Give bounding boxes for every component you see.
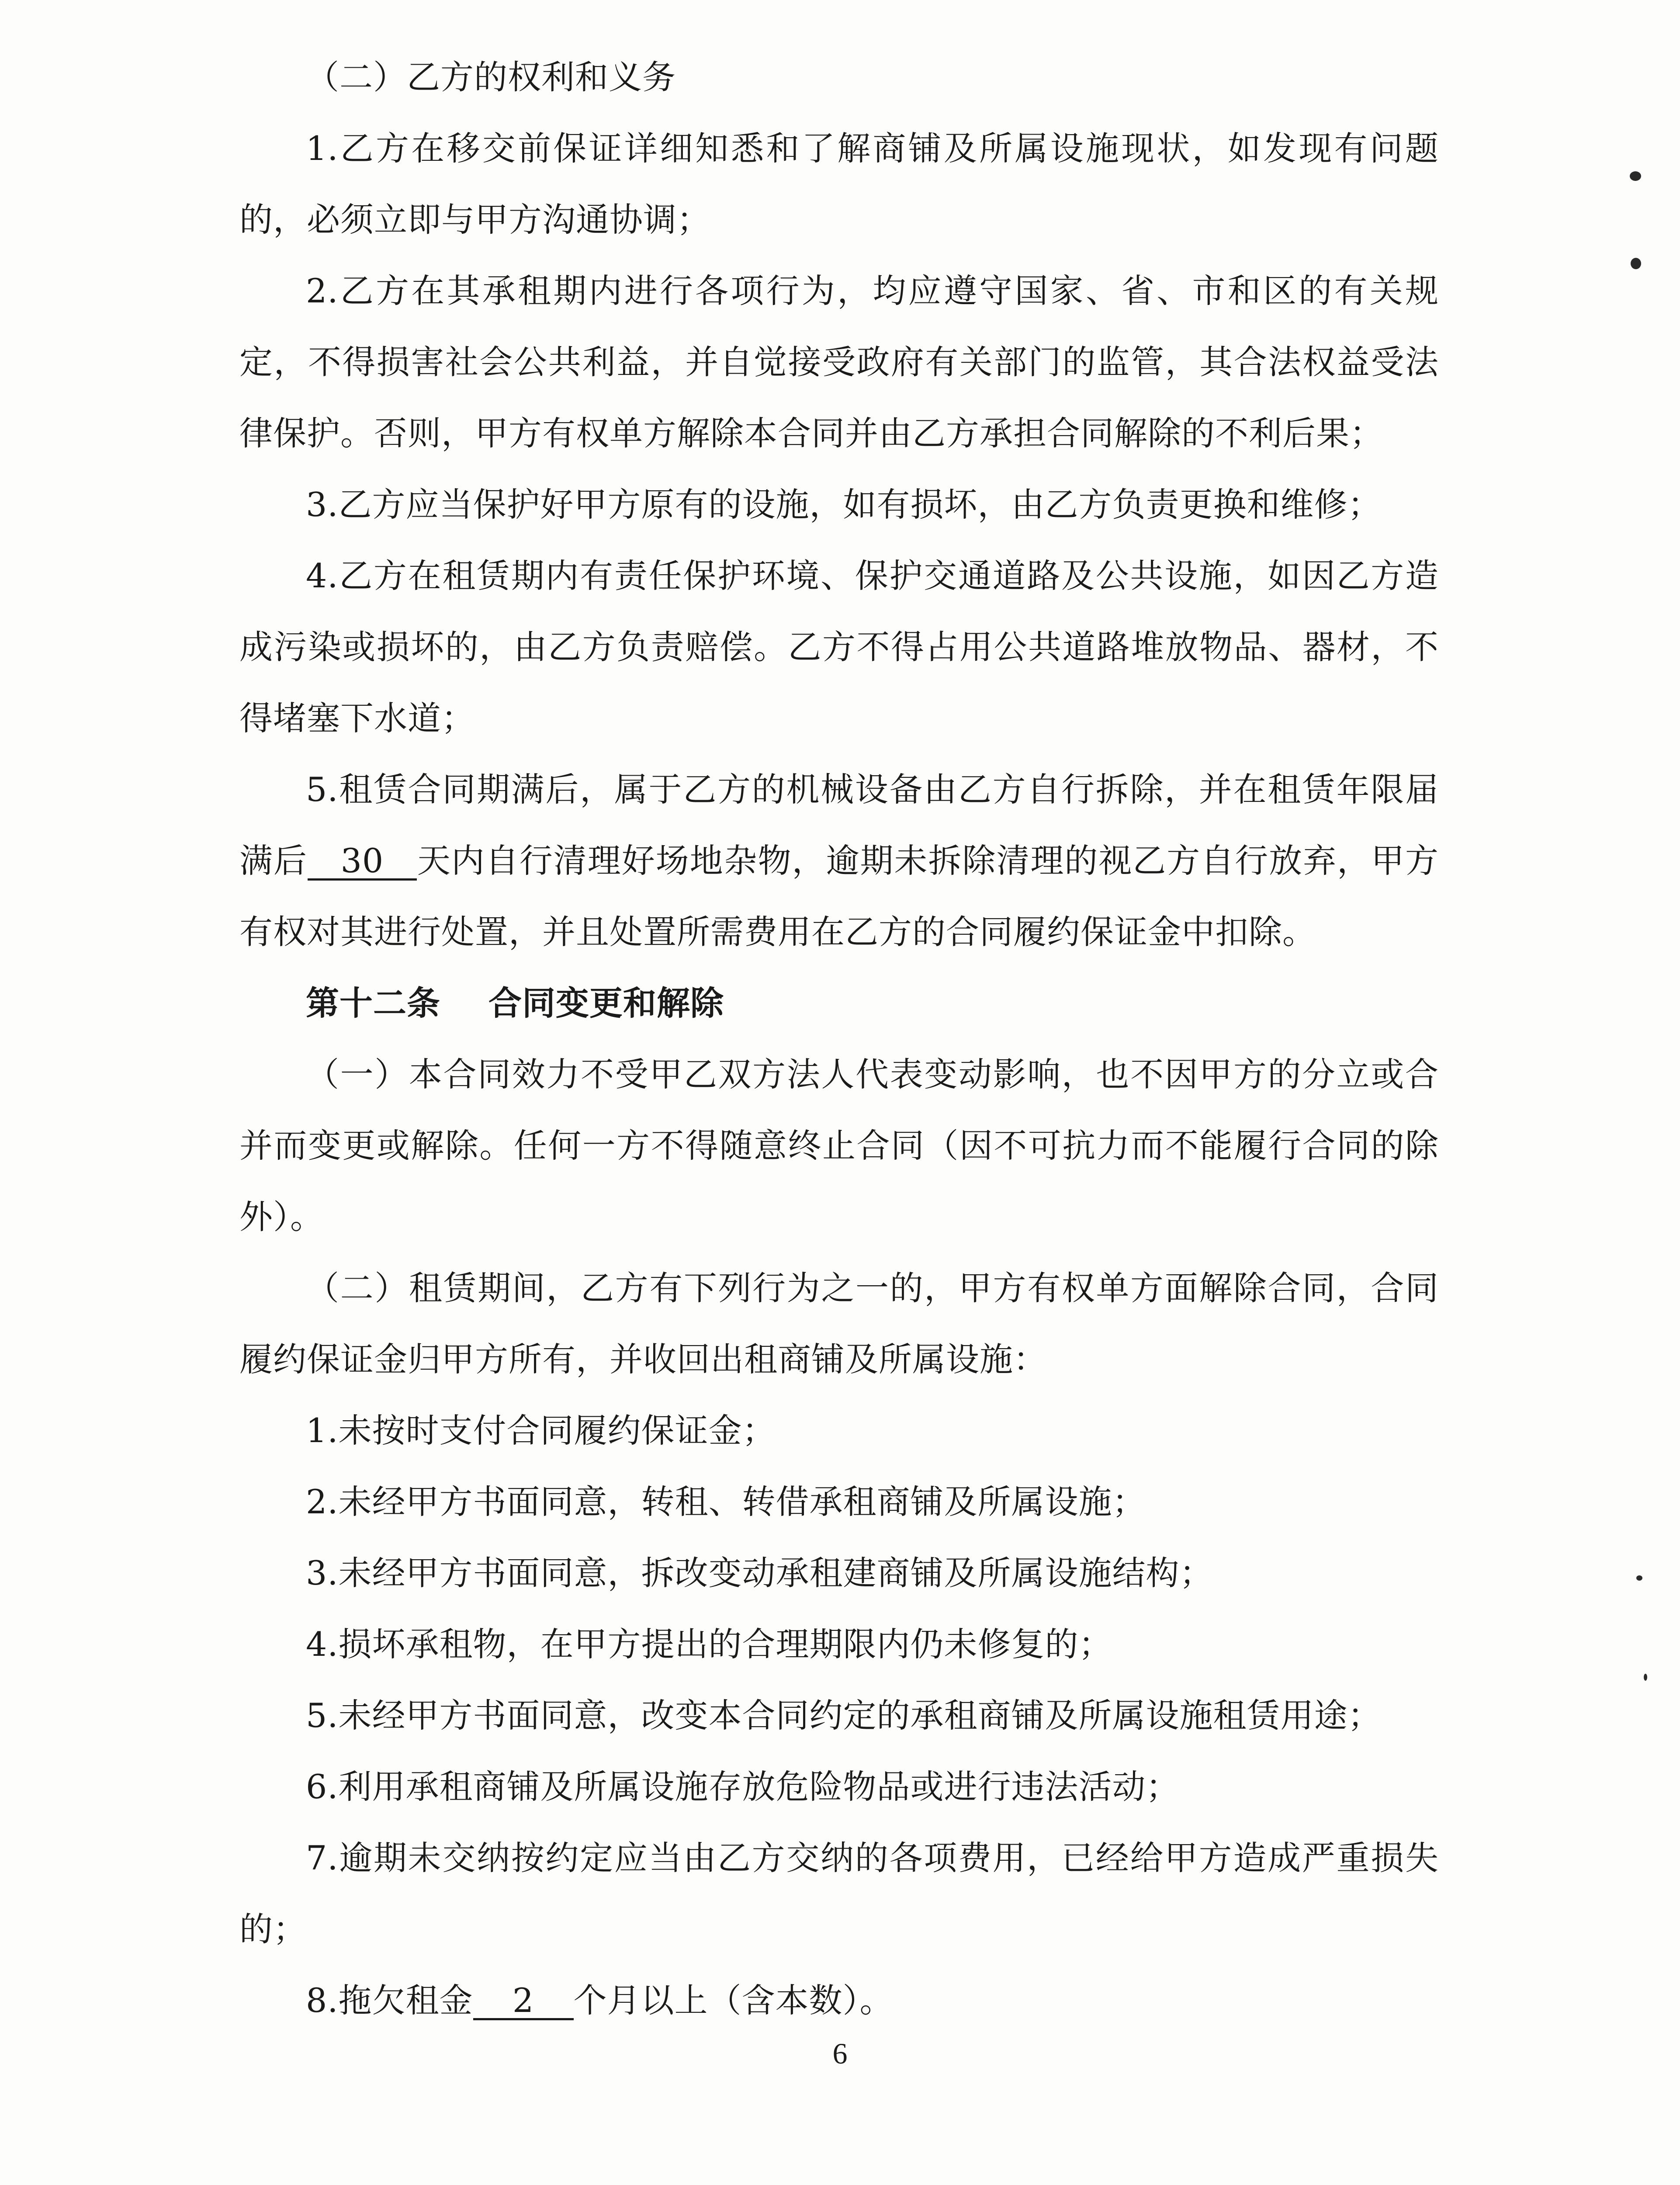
list-item: 4.损坏承租物，在甲方提出的合理期限内仍未修复的； [306, 1625, 1112, 1664]
clause-text: 8.拖欠租金 [306, 1981, 473, 2020]
list-item: 2.未经甲方书面同意，转租、转借承租商铺及所属设施； [306, 1482, 1146, 1521]
section-heading-party-b-rights: （二）乙方的权利和义务 [306, 58, 676, 97]
scan-speck [1630, 171, 1641, 181]
article-heading [239, 968, 1439, 1039]
clause-paragraph: 2.乙方在其承租期内进行各项行为，均应遵守国家、省、市和区的有关规定，不得损害社会公共利益，并自觉接受政府有关部门的监管，其合法权益受法律保护。否则，甲方有权单方解除本合同并由乙方承担合同解除的不利后果； [239, 271, 1439, 453]
clause-text: 5.租赁合同期满后，属于乙方的机械设备由乙方自行拆除，并在租赁年限届满后 [239, 770, 1439, 880]
page-number: 6 [832, 2037, 848, 2070]
clause-paragraph-expiry [239, 754, 1439, 968]
clause-paragraph: （二）租赁期间，乙方有下列行为之一的，甲方有权单方面解除合同，合同履约保证金归甲方所有，并收回出租商铺及所属设施： [239, 1269, 1439, 1379]
clause-paragraph: 4.乙方在租赁期内有责任保护环境、保护交通道路及公共设施，如因乙方造成污染或损坏的，由乙方负责赔偿。乙方不得占用公共道路堆放物品、器材，不得堵塞下水道； [239, 556, 1439, 738]
article-title: 合同变更和解除 [488, 984, 724, 1023]
list-item-rent-arrears [239, 1965, 1439, 2036]
clause-paragraph: （一）本合同效力不受甲乙双方法人代表变动影响，也不因甲方的分立或合并而变更或解除。任何一方不得随意终止合同（因不可抗力而不能履行合同的除外）。 [239, 1055, 1439, 1236]
filled-blank-months: 2 [473, 1983, 574, 2020]
article-number: 第十二条 [306, 984, 440, 1023]
list-item: 1.未按时支付合同履约保证金； [306, 1411, 776, 1450]
list-item: 7.逾期未交纳按约定应当由乙方交纳的各项费用，已经给甲方造成严重损失的； [239, 1838, 1439, 1949]
list-item: 5.未经甲方书面同意，改变本合同约定的承租商铺及所属设施租赁用途； [306, 1696, 1382, 1735]
list-item: 6.利用承租商铺及所属设施存放危险物品或进行违法活动； [306, 1767, 1180, 1806]
filled-blank-days: 30 [308, 843, 417, 881]
scan-speck [1644, 1674, 1647, 1681]
scan-speck [1636, 1575, 1642, 1581]
list-item: 3.未经甲方书面同意，拆改变动承租建商铺及所属设施结构； [306, 1554, 1213, 1592]
clause-paragraph: 3.乙方应当保护好甲方原有的设施，如有损坏，由乙方负责更换和维修； [306, 485, 1382, 524]
document-body [239, 42, 1439, 2036]
scan-speck [1631, 258, 1641, 269]
clause-text: 天内自行清理好场地杂物，逾期未拆除清理的视乙方自行放弃，甲方有权对其进行处置，并且处置所需费用在乙方的合同履约保证金中扣除。 [239, 841, 1439, 951]
clause-text: 个月以上（含本数）。 [573, 1981, 894, 2020]
clause-paragraph: 1.乙方在移交前保证详细知悉和了解商铺及所属设施现状，如发现有问题的，必须立即与甲方沟通协调； [239, 129, 1439, 239]
